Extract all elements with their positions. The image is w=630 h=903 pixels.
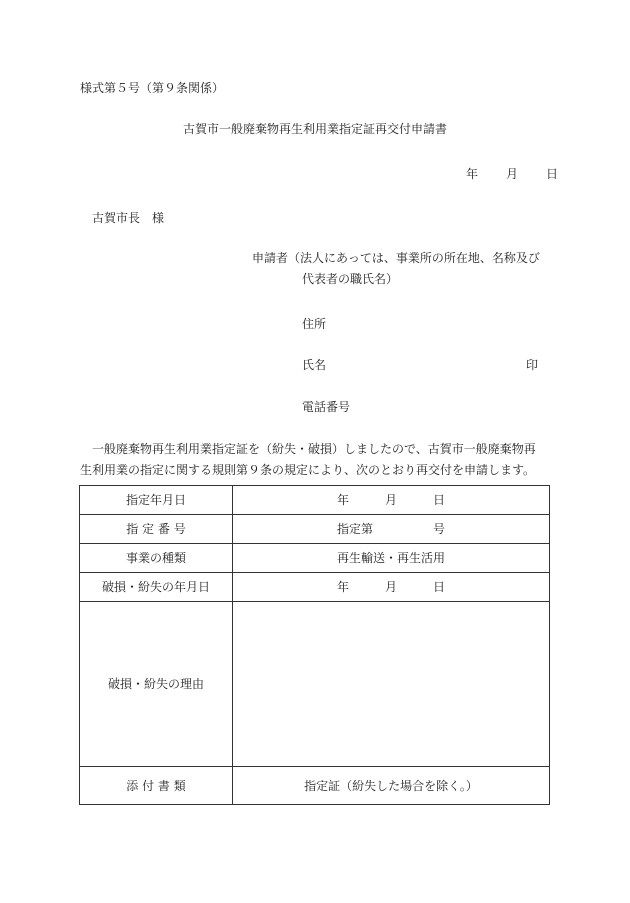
phone-label: 電話番号 [302, 400, 351, 414]
reason-label: 破損・紛失の理由 [80, 602, 233, 767]
addressee: 古賀市長 様 [92, 211, 165, 225]
applicant-label-continued: 代表者の職氏名） [302, 272, 399, 286]
address-label: 住所 [302, 317, 327, 331]
business-type-label: 事業の種類 [80, 544, 233, 573]
body-text-line-2: 生利用業の指定に関する規則第９条の規定により、次のとおり再交付を申請します。 [80, 463, 536, 477]
attachments-value: 指定証（紛失した場合を除く。） [233, 767, 550, 805]
designation-number-prefix: 指定第 [336, 522, 373, 536]
loss-date-value [233, 573, 550, 602]
table-row [80, 544, 550, 573]
table-row [80, 767, 550, 805]
loss-date-day: 日 [433, 580, 446, 594]
seal-mark: 印 [526, 358, 539, 372]
table-row [80, 573, 550, 602]
designation-number-value [233, 515, 550, 544]
loss-date-label: 破損・紛失の年月日 [80, 573, 233, 602]
designation-date-value [233, 486, 550, 515]
table-row [80, 486, 550, 515]
name-label: 氏名 [302, 358, 327, 372]
designation-date-year: 年 [336, 493, 349, 507]
attachments-label: 添 付 書 類 [80, 767, 233, 805]
application-date [466, 166, 558, 182]
form-number: 様式第５号（第９条関係） [80, 81, 225, 95]
application-table [79, 485, 550, 805]
body-text-line-1: 一般廃棄物再生利用業指定証を（紛失・破損）しましたので、古賀市一般廃棄物再 [92, 442, 536, 456]
designation-date-month: 月 [384, 493, 397, 507]
designation-number-label: 指 定 番 号 [80, 515, 233, 544]
document-title: 古賀市一般廃棄物再生利用業指定証再交付申請書 [182, 122, 447, 136]
date-month-label: 月 [506, 167, 519, 181]
loss-date-year: 年 [336, 580, 349, 594]
date-day-label: 日 [546, 167, 559, 181]
applicant-label: 申請者（法人にあっては、事業所の所在地、名称及び [252, 251, 540, 265]
reason-value [233, 602, 550, 767]
table-row [80, 515, 550, 544]
business-type-value: 再生輸送・再生活用 [233, 544, 550, 573]
table-row [80, 602, 550, 767]
designation-number-suffix: 号 [433, 522, 446, 536]
designation-date-day: 日 [433, 493, 446, 507]
date-year-label: 年 [466, 167, 479, 181]
designation-date-label: 指定年月日 [80, 486, 233, 515]
loss-date-month: 月 [384, 580, 397, 594]
